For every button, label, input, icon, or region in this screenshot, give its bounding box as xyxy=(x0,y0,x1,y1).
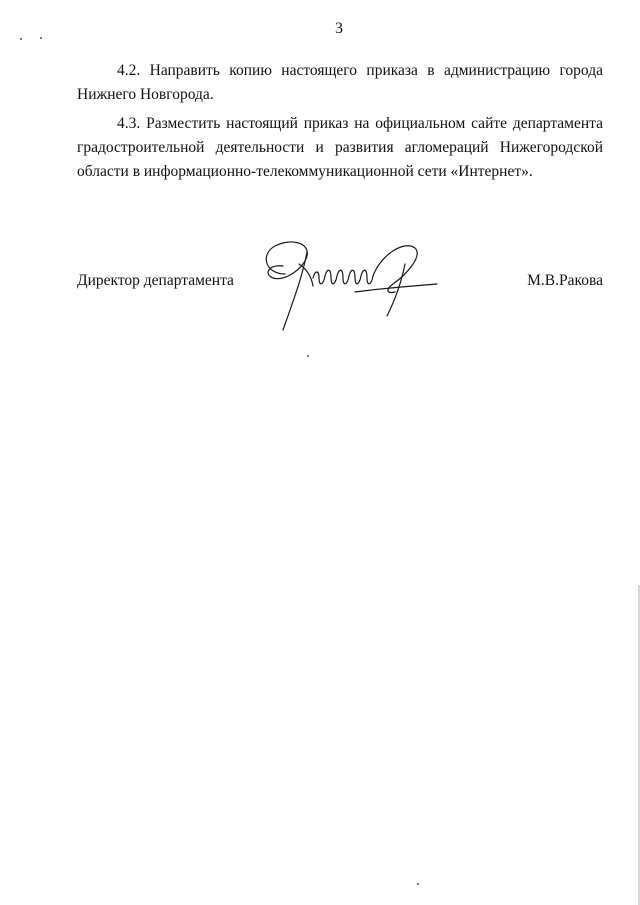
scan-speck xyxy=(307,355,309,357)
handwritten-signature xyxy=(255,234,445,334)
scan-speck xyxy=(40,37,42,39)
signatory-name: М.В.Ракова xyxy=(527,272,603,289)
scan-speck xyxy=(20,38,22,40)
paragraph-4-2: 4.2. Направить копию настоящего приказа в администрацию города Нижнего Новгорода. xyxy=(77,62,603,103)
signatory-title: Директор департамента xyxy=(77,272,234,289)
paragraph-4-3: 4.3. Разместить настоящий приказ на официальном сайте департамента градостроительной деятельности и развития агломераций Нижегородской области в информационно-телекоммуникационной сети «Интернет». xyxy=(77,115,603,180)
scan-speck xyxy=(417,883,419,885)
page-number: 3 xyxy=(335,20,343,37)
